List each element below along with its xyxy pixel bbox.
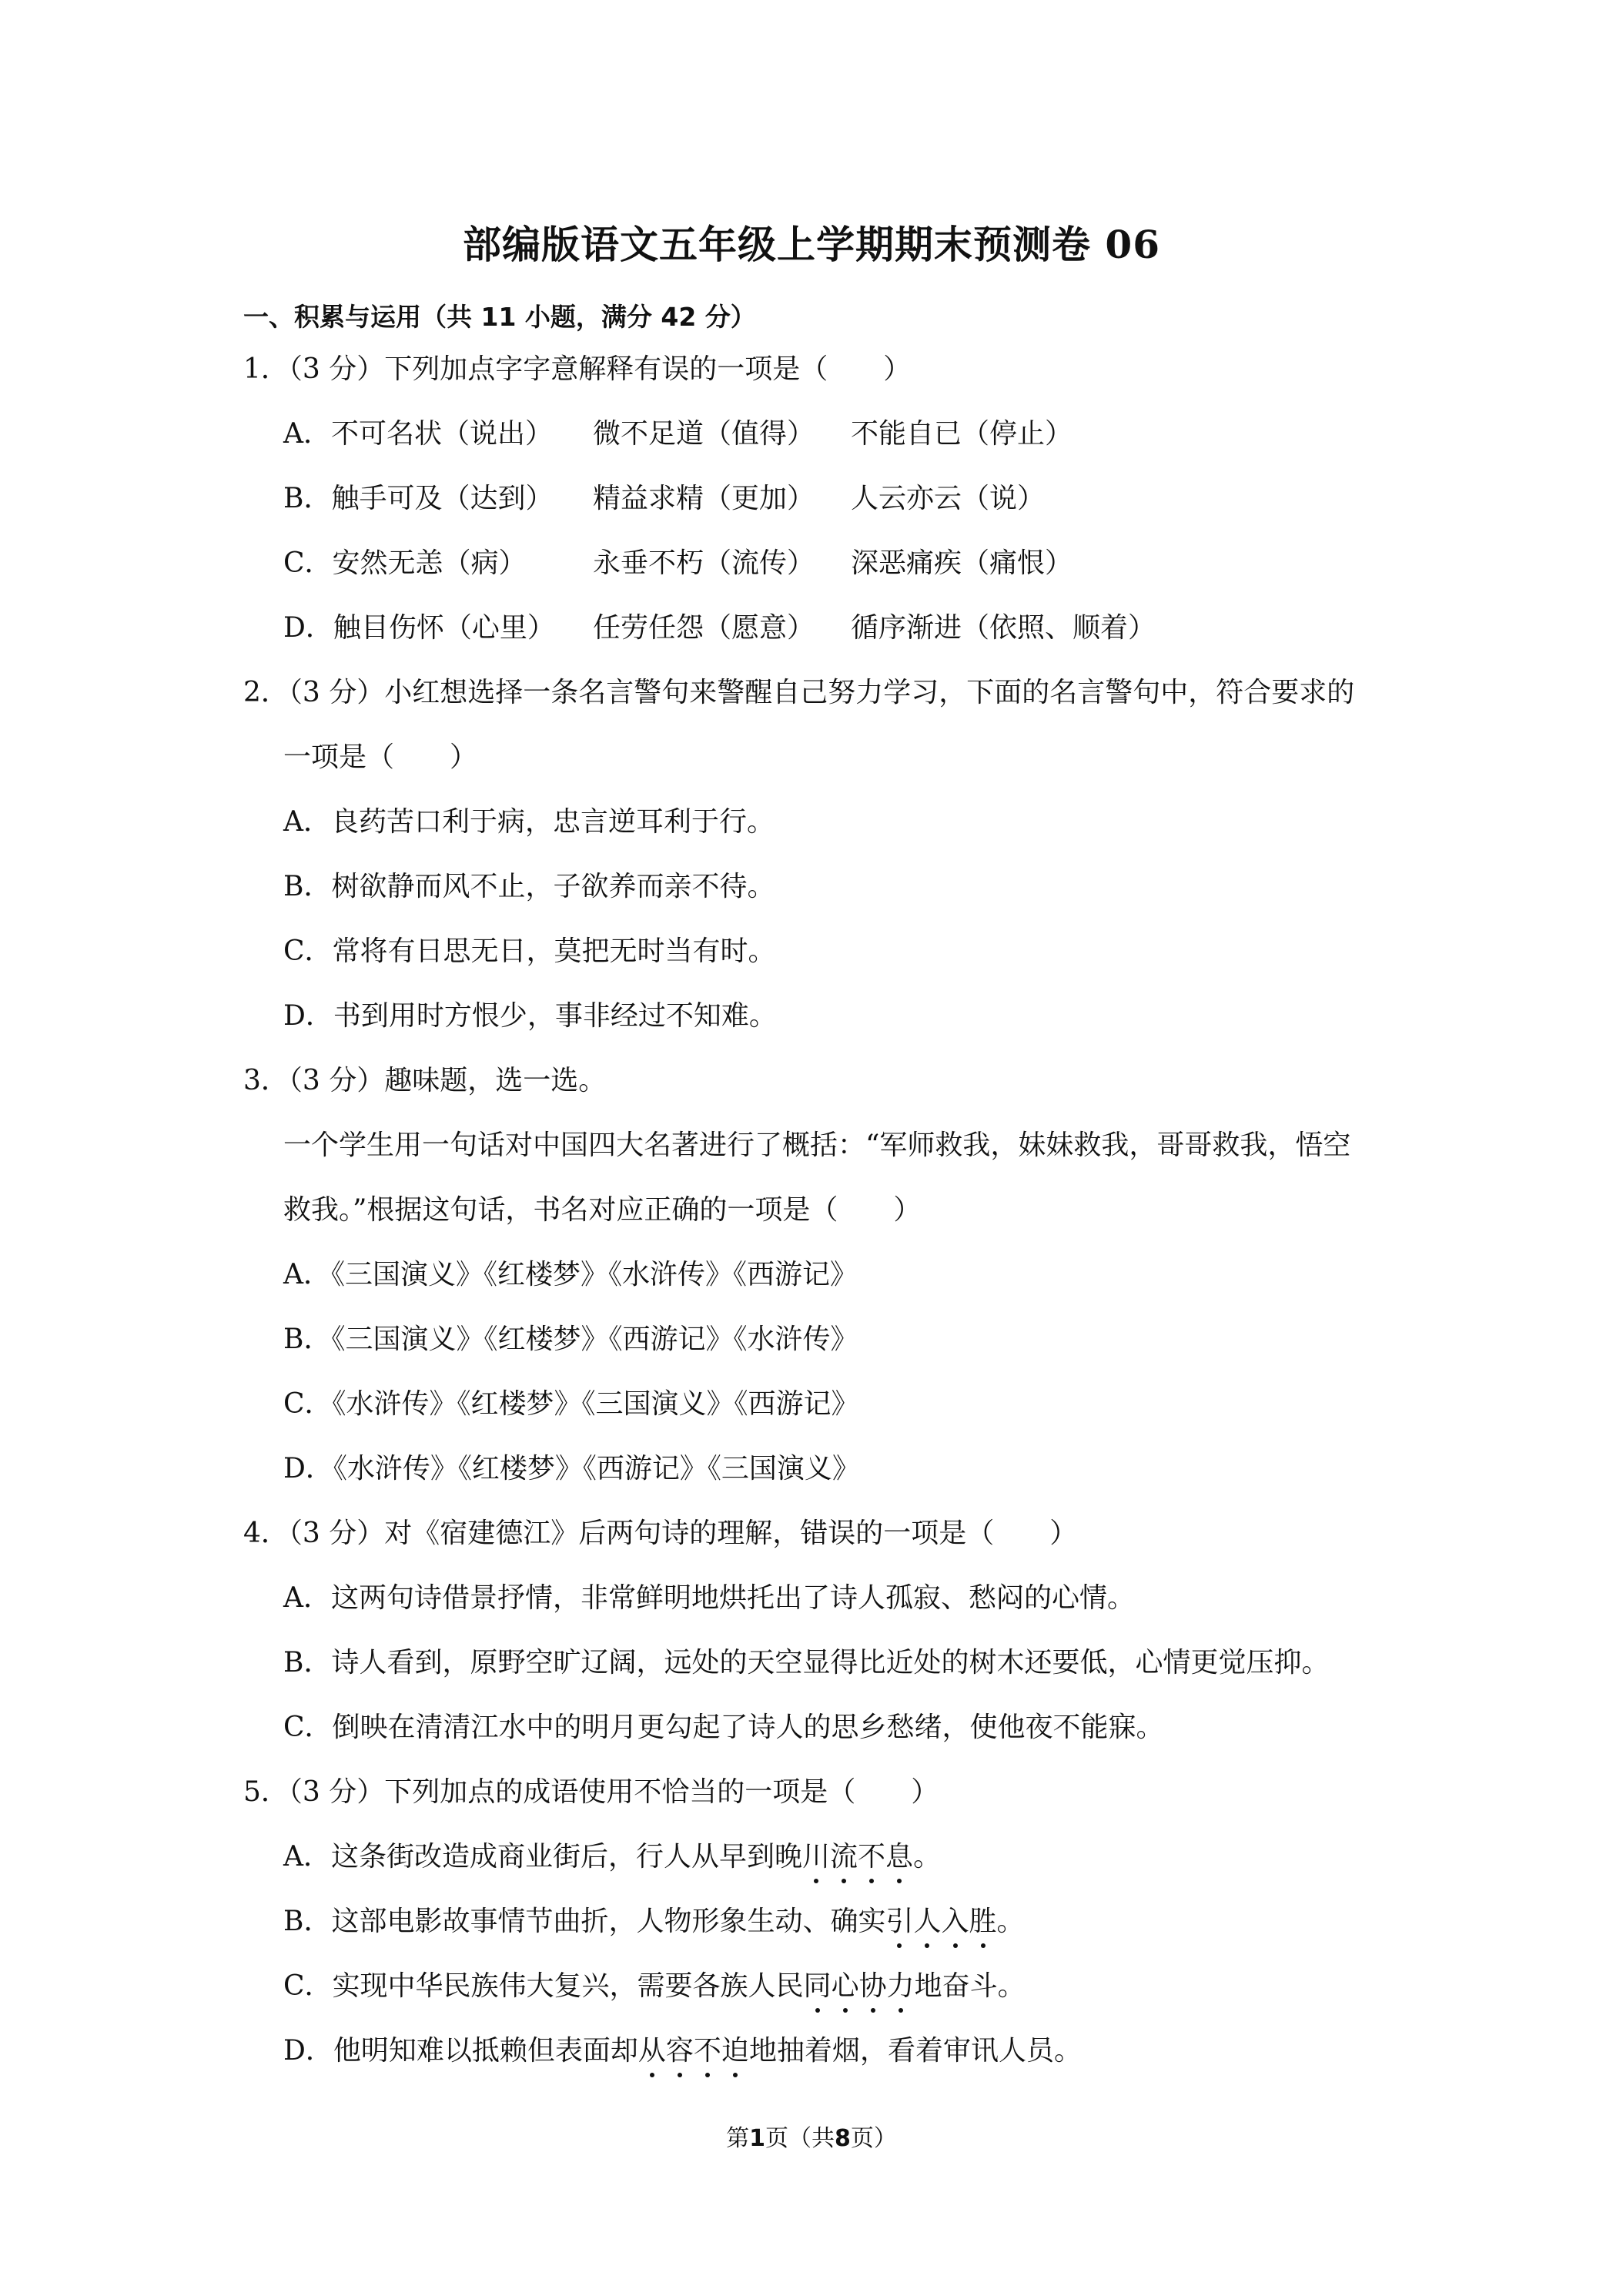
footer-text: 页（共 xyxy=(765,2125,835,2152)
option-a-term-1: A．不可名状（说出） xyxy=(283,418,553,450)
question-3-option-c: C．《水浒传》《红楼梦》《三国演义》《西游记》 xyxy=(283,1388,859,1420)
question-3-text-cont: 救我。”根据这句话，书名对应正确的一项是（ ） xyxy=(283,1194,922,1226)
option-d-term-1: D．触目伤怀（心里） xyxy=(283,612,555,644)
question-4-option-b: B．诗人看到，原野空旷辽阔，远处的天空显得比近处的树木还要低，心情更觉压抑。 xyxy=(283,1647,1330,1678)
question-3-text: 一个学生用一句话对中国四大名著进行了概括：“军师救我，妹妹救我，哥哥救我，悟空 xyxy=(283,1130,1351,1161)
footer-text: 第 xyxy=(726,2125,750,2152)
option-text-end: 地奋斗。 xyxy=(914,1970,1026,2002)
emphasized-idiom xyxy=(638,2035,749,2067)
emphasis-dot-char: 人 xyxy=(913,1906,942,1937)
emphasis-dot-char: 川 xyxy=(802,1841,831,1873)
option-a-term-2: 微不足道（值得） xyxy=(593,418,815,450)
option-text-end: 地抽着烟，看着审讯人员。 xyxy=(748,2035,1082,2067)
question-2-option-b: B．树欲静而风不止，子欲养而亲不待。 xyxy=(283,871,775,902)
emphasis-dot-char: 引 xyxy=(885,1906,914,1937)
emphasis-dot-char: 从 xyxy=(637,2035,666,2067)
emphasis-dot-char: 容 xyxy=(665,2035,694,2067)
option-text: C．实现中华民族伟大复兴，需要各族人民 xyxy=(283,1970,804,2002)
question-4-option-a: A．这两句诗借景抒情，非常鲜明地烘托出了诗人孤寂、愁闷的心情。 xyxy=(283,1582,1135,1614)
option-c-term-2: 永垂不朽（流传） xyxy=(593,547,815,579)
emphasized-idiom xyxy=(804,1970,915,2002)
total-page-number: 8 xyxy=(835,2125,851,2152)
emphasis-dot-char: 息 xyxy=(885,1841,914,1873)
question-5-option-d xyxy=(283,2037,1082,2065)
footer-text: 页） xyxy=(850,2125,897,2152)
option-a-term-3: 不能自已（停止） xyxy=(851,418,1073,450)
question-2-stem: 2．（3 分）小红想选择一条名言警句来警醒自己努力学习，下面的名言警句中，符合要求的 xyxy=(243,677,1355,708)
question-1-stem: 1．（3 分）下列加点字字意解释有误的一项是（ ） xyxy=(243,353,912,385)
option-b-term-2: 精益求精（更加） xyxy=(593,483,815,514)
emphasis-dot-char: 不 xyxy=(693,2035,721,2067)
question-4-option-c: C．倒映在清清江水中的明月更勾起了诗人的思乡愁绪，使他夜不能寐。 xyxy=(283,1712,1164,1743)
emphasis-dot-char: 不 xyxy=(858,1841,886,1873)
question-2-option-c: C．常将有日思无日，莫把无时当有时。 xyxy=(283,935,776,967)
question-5-option-a xyxy=(283,1843,941,1871)
option-c-term-1: C．安然无恙（病） xyxy=(283,547,527,579)
emphasized-idiom xyxy=(885,1906,996,1937)
page-footer xyxy=(0,2119,1623,2153)
question-3-stem: 3．（3 分）趣味题，选一选。 xyxy=(243,1065,607,1096)
question-3-option-b: B．《三国演义》《红楼梦》《西游记》《水浒传》 xyxy=(283,1324,858,1355)
option-b-term-3: 人云亦云（说） xyxy=(851,483,1046,514)
option-c-term-3: 深恶痛疾（痛恨） xyxy=(851,547,1073,579)
emphasis-dot-char: 入 xyxy=(941,1906,969,1937)
question-2-stem-cont: 一项是（ ） xyxy=(283,741,478,773)
option-d-term-3: 循序渐进（依照、顺着） xyxy=(851,612,1156,644)
question-5-option-c xyxy=(283,1970,1026,2002)
section-heading: 一、积累与运用（共 11 小题，满分 42 分） xyxy=(243,302,756,332)
emphasis-dot-char: 协 xyxy=(858,1970,887,2002)
option-text: B．这部电影故事情节曲折，人物形象生动、确实 xyxy=(283,1906,886,1937)
option-text: D．他明知难以抵赖但表面却 xyxy=(283,2035,638,2067)
page-title: 部编版语文五年级上学期期末预测卷 06 xyxy=(463,222,1160,267)
emphasis-dot-char: 力 xyxy=(886,1970,915,2002)
question-5-option-b xyxy=(283,1908,1025,1936)
emphasized-idiom xyxy=(802,1841,913,1873)
question-2-option-d: D．书到用时方恨少，事非经过不知难。 xyxy=(283,1000,777,1032)
option-text: A．这条街改造成商业街后，行人从早到晚 xyxy=(283,1841,802,1873)
option-b-term-1: B．触手可及（达到） xyxy=(283,483,554,514)
option-text-end: 。 xyxy=(996,1906,1025,1937)
emphasis-dot-char: 胜 xyxy=(969,1906,997,1937)
question-3-option-a: A．《三国演义》《红楼梦》《水浒传》《西游记》 xyxy=(283,1259,858,1290)
option-d-term-2: 任劳任怨（愿意） xyxy=(593,612,815,644)
emphasis-dot-char: 迫 xyxy=(721,2035,749,2067)
question-5-stem: 5．（3 分）下列加点的成语使用不恰当的一项是（ ） xyxy=(243,1776,939,1808)
question-3-option-d: D．《水浒传》《红楼梦》《西游记》《三国演义》 xyxy=(283,1453,860,1484)
question-2-option-a: A．良药苦口利于病，忠言逆耳利于行。 xyxy=(283,806,775,838)
emphasis-dot-char: 心 xyxy=(831,1970,859,2002)
emphasis-dot-char: 同 xyxy=(803,1970,832,2002)
emphasis-dot-char: 流 xyxy=(830,1841,858,1873)
current-page-number: 1 xyxy=(749,2125,765,2152)
option-text-end: 。 xyxy=(913,1841,942,1873)
question-4-stem: 4．（3 分）对《宿建德江》后两句诗的理解，错误的一项是（ ） xyxy=(243,1518,1078,1549)
